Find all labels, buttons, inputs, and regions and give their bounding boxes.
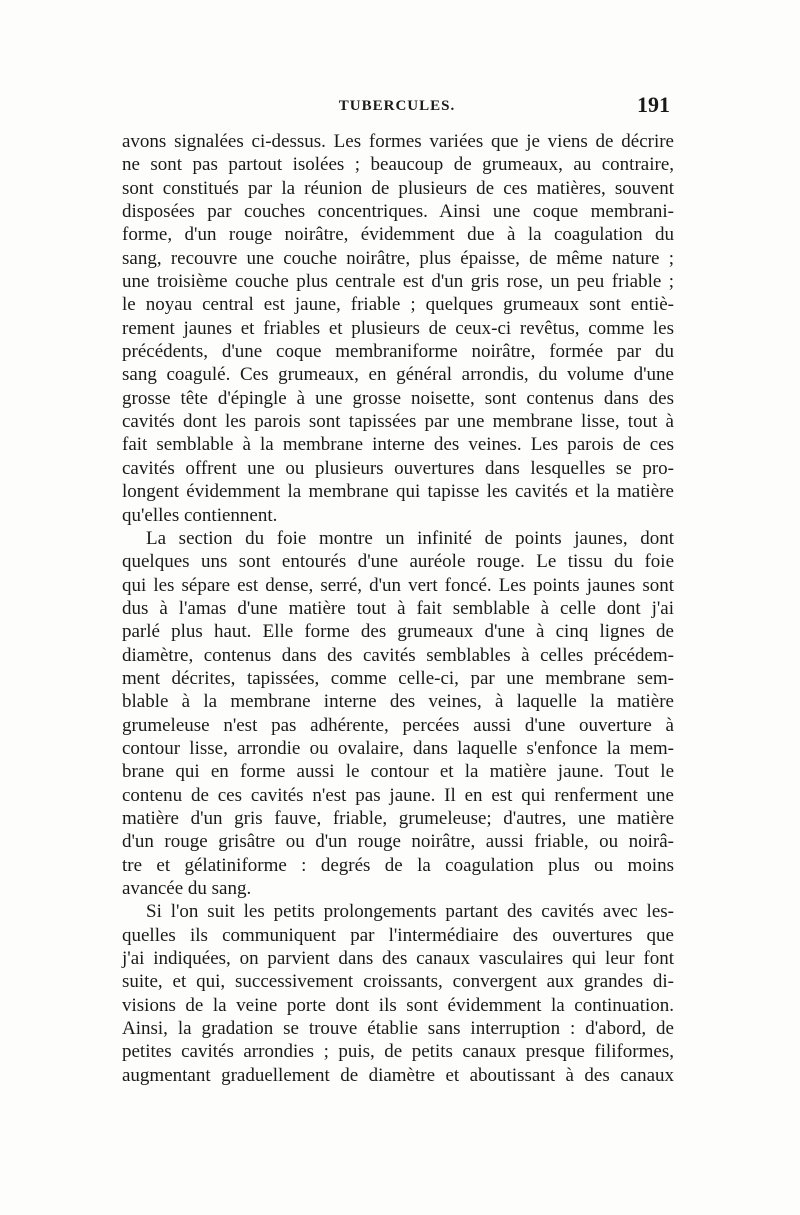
text-line: avons signalées ci-dessus. Les formes variées que je viens de décrire bbox=[122, 131, 674, 152]
text-line: fait semblable à la membrane interne des veines. Les parois de ces bbox=[122, 434, 674, 456]
text-line: grumeleuse n'est pas adhérente, percées aussi d'une ouverture à bbox=[122, 714, 674, 736]
text-line: Si l'on suit les petits prolongements partant des cavités avec les- bbox=[146, 901, 674, 923]
text-line: augmentant graduellement de diamètre et aboutissant à des canaux bbox=[122, 1064, 674, 1086]
text-line: qu'elles contiennent. bbox=[122, 504, 278, 526]
body-text bbox=[122, 130, 674, 1087]
text-line: ne sont pas partout isolées ; beaucoup de grumeaux, au contraire, bbox=[122, 154, 674, 176]
text-line: tre et gélatiniforme : degrés de la coagulation plus ou moins bbox=[122, 854, 674, 876]
text-line: diamètre, contenus dans des cavités semblables à celles précédem- bbox=[122, 644, 674, 666]
text-line: rement jaunes et friables et plusieurs de ceux-ci revêtus, comme les bbox=[122, 317, 674, 339]
text-line: le noyau central est jaune, friable ; quelques grumeaux sont entiè- bbox=[122, 294, 674, 316]
text-line: parlé plus haut. Elle forme des grumeaux d'une à cinq lignes de bbox=[122, 621, 674, 643]
text-line: sang, recouvre une couche noirâtre, plus épaisse, de même nature ; bbox=[122, 247, 674, 269]
text-line: dus à l'amas d'une matière tout à fait semblable à celle dont j'ai bbox=[122, 597, 674, 619]
text-line: La section du foie montre un infinité de points jaunes, dont bbox=[146, 527, 674, 549]
text-line: brane qui en forme aussi le contour et la matière jaune. Tout le bbox=[122, 761, 674, 783]
text-line: sont constitués par la réunion de plusieurs de ces matières, souvent bbox=[122, 177, 674, 199]
text-line: une troisième couche plus centrale est d'un gris rose, un peu friable ; bbox=[122, 271, 674, 293]
text-line: suite, et qui, successivement croissants, convergent aux grandes di- bbox=[122, 971, 674, 993]
text-line: quelques uns sont entourés d'une auréole rouge. Le tissu du foie bbox=[122, 551, 674, 573]
text-line: d'un rouge grisâtre ou d'un rouge noirâtre, aussi friable, ou noirâ- bbox=[122, 831, 674, 853]
text-line: visions de la veine porte dont ils sont évidemment la continuation. bbox=[122, 994, 674, 1016]
page-number: 191 bbox=[637, 92, 670, 117]
text-line: longent évidemment la membrane qui tapisse les cavités et la matière bbox=[122, 481, 674, 503]
text-line: blable à la membrane interne des veines, à laquelle la matière bbox=[122, 691, 674, 713]
text-line: avancée du sang. bbox=[122, 878, 252, 899]
text-line: contour lisse, arrondie ou ovalaire, dans laquelle s'enfonce la mem- bbox=[122, 737, 674, 759]
text-line: disposées par couches concentriques. Ainsi une coque membrani- bbox=[122, 201, 674, 223]
text-line: contenu de ces cavités n'est pas jaune. Il en est qui renferment une bbox=[122, 784, 674, 806]
running-title: TUBERCULES. bbox=[338, 98, 456, 114]
text-line: Ainsi, la gradation se trouve établie sans interruption : d'abord, de bbox=[122, 1018, 674, 1040]
text-line: cavités dont les parois sont tapissées par une membrane lisse, tout à bbox=[122, 411, 674, 433]
text-line: qui les sépare est dense, serré, d'un vert foncé. Les points jaunes sont bbox=[122, 574, 674, 596]
page-header bbox=[122, 92, 672, 122]
text-line: forme, d'un rouge noirâtre, évidemment due à la coagulation du bbox=[122, 224, 674, 246]
text-line: ment décrites, tapissées, comme celle-ci, par une membrane sem- bbox=[122, 667, 674, 689]
text-line: petites cavités arrondies ; puis, de petits canaux presque filiformes, bbox=[122, 1041, 674, 1063]
text-line: grosse tête d'épingle à une grosse noisette, sont contenus dans des bbox=[122, 387, 674, 409]
text-line: matière d'un gris fauve, friable, grumeleuse; d'autres, une matière bbox=[122, 807, 674, 829]
text-line: j'ai indiquées, on parvient dans des canaux vasculaires qui leur font bbox=[122, 948, 674, 970]
text-line: précédents, d'une coque membraniforme noirâtre, formée par du bbox=[122, 341, 674, 363]
text-line: sang coagulé. Ces grumeaux, en général arrondis, du volume d'une bbox=[122, 364, 674, 386]
text-line: cavités offrent une ou plusieurs ouvertures dans lesquelles se pro- bbox=[122, 457, 674, 479]
text-line: quelles ils communiquent par l'intermédiaire des ouvertures que bbox=[122, 924, 674, 946]
